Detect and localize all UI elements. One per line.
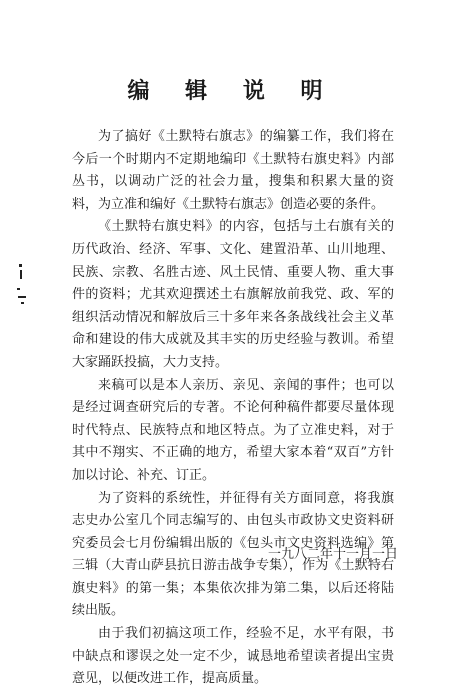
document-date: 一九八二年十一月一日 bbox=[267, 547, 398, 562]
body-text bbox=[72, 126, 394, 691]
page-title: 编 辑 说 明 bbox=[127, 79, 337, 104]
paragraph-submission-guidelines: 来稿可以是本人亲历、亲见、亲闻的事件；也可以是经过调查研究后的专著。不论何种稿件都要尽量体现时代特点、民族特点和地区特点。为了立准史料，对于其中不翔实、不正确的地方，希望大家本着“双百”方针加以讨论、补充、订正。 bbox=[72, 377, 394, 483]
paragraph-content-scope: 《土默特右旗史料》的内容，包括与土右旗有关的历代政治、经济、军事、文化、建置沿革、山川地理、民族、宗教、名胜古迹、风土民情、重要人物、重大事件的资料；尤其欢迎撰述土右旗解放前我党、政、军的组织活动情况和解放后三十多年来各条战线社会主义革命和建设的伟大成就及其丰实的历史经验与教训。希望大家踊跃投搞，大力支持。 bbox=[72, 219, 394, 370]
paragraph-series-numbering: 为了资料的系统性，并征得有关方面同意，将我旗志史办公室几个同志编写的、由包头市政协文史资料研究委员会七月份编辑出版的《包头市文史资料选编》第三辑（大青山萨县抗日游击战争专集），作为《土默特右旗史料》的第一集；本集依次排为第二集，以后还将陆续出版。 bbox=[72, 490, 394, 619]
margin-ink-mark bbox=[14, 262, 28, 310]
paragraph-closing-request: 由于我们初搞这项工作，经验不足，水平有限，书中缺点和谬误之处一定不少，诚恳地希望读者提出宝贵意见，以便改进工作，提高质量。 bbox=[72, 626, 394, 687]
paragraph-purpose: 为了搞好《土默特右旗志》的编纂工作，我们将在今后一个时期内不定期地编印《土默特右旗史料》内部丛书，以调动广泛的社会力量，搜集和积累大量的资料，为立准和编好《土默特右旗志》创造必要的条件。 bbox=[72, 129, 394, 212]
